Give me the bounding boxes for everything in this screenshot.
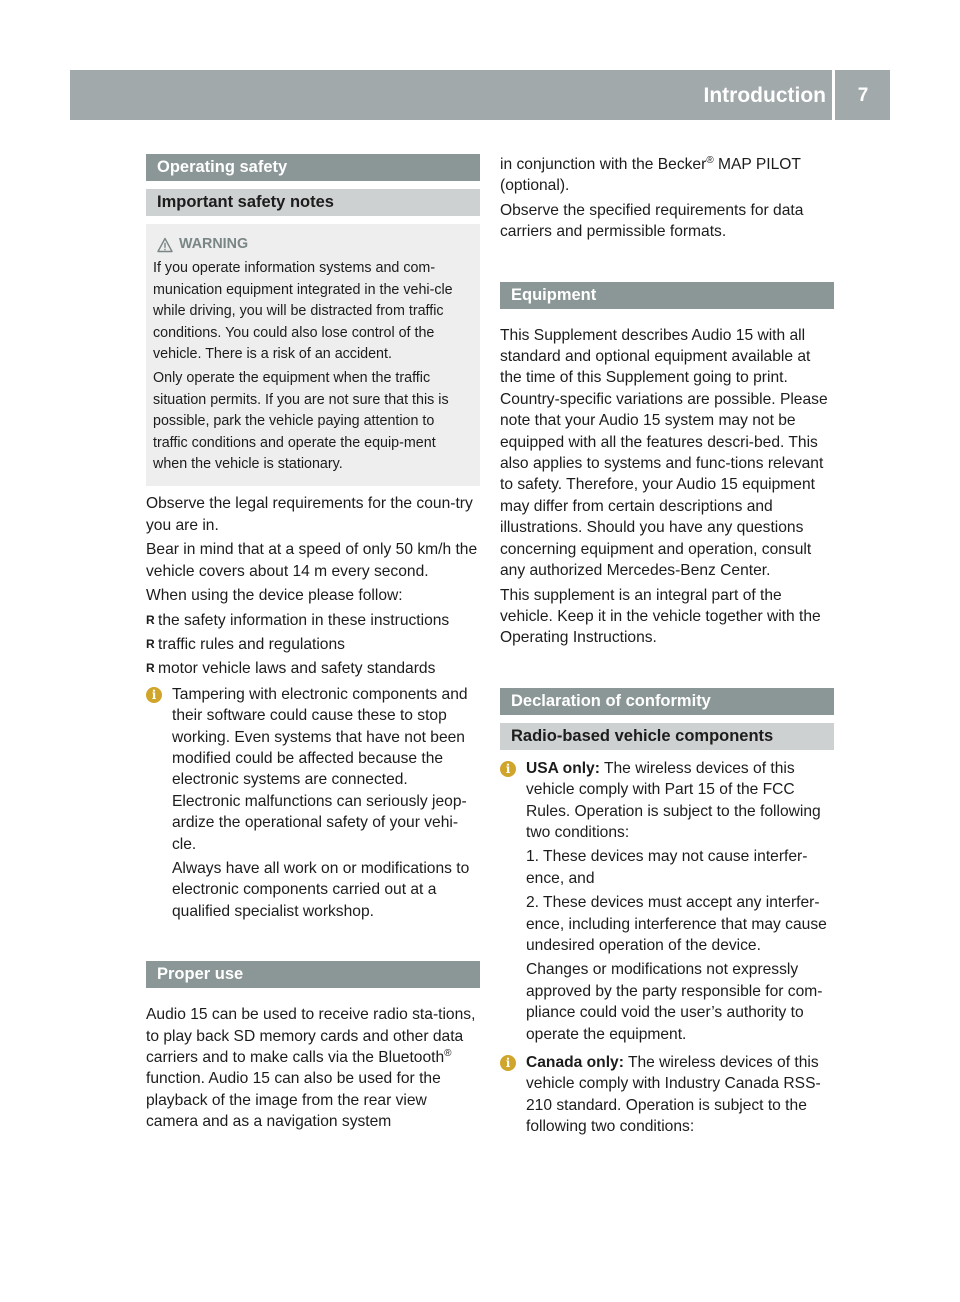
note-paragraph: Changes or modifications not expressly approved by the party responsible for com-pliance could void the user’s authority to operate the equipment. [526,961,823,1043]
list-item-text: traffic rules and regulations [158,635,345,653]
info-icon: i [500,761,516,777]
header-divider [832,70,835,120]
bullet-icon: R [146,612,155,627]
list-item-text: motor vehicle laws and safety standards [158,660,436,678]
body-paragraph: Bear in mind that at a speed of only 50 km/h the vehicle covers about 14 m every second. [146,541,478,580]
note-paragraph: 2. These devices must accept any interfer-ence, including interference that may cause undesired operation of the device. [526,894,827,954]
canada-text: The wireless devices of this vehicle comply with Industry Canada RSS-210 standard. Operation is subject to the following two conditions: [526,1054,821,1136]
subheading-important-safety-notes: Important safety notes [146,189,480,216]
registered-mark: ® [706,154,714,166]
warning-header [153,234,473,255]
section-heading-operating-safety: Operating safety [146,154,480,181]
page-number: 7 [857,85,869,106]
body-paragraph: This Supplement describes Audio 15 with all standard and optional equipment available at the time of this Supplement going to print. Country-specific variations are possible. Please note that your Audio 15 system may not be equipped with all the features descri-bed. This also applies to systems and func-tions relevant to safety. Therefore, your Audio 15 equipment may differ from certain descriptions and illustrations. Should you have any questions concerning equipment and operation, consult any authorized Mercedes-Benz Center. [500,326,828,580]
registered-mark: ® [444,1047,452,1059]
info-note-body [172,684,480,922]
body-paragraph [500,154,834,197]
right-column [500,154,834,1138]
info-note-body [526,1052,834,1138]
list-item-text: the safety information in these instructions [158,611,450,629]
body-paragraph: When using the device please follow: [146,587,403,605]
list-item [146,634,480,655]
section-heading-proper-use: Proper use [146,961,480,988]
body-paragraph: Observe the legal requirements for the coun-try you are in. [146,495,473,534]
info-note-canada [500,1052,834,1138]
note-paragraph [526,1052,834,1138]
usa-label: USA only: [526,759,600,777]
usa-text: The wireless devices of this vehicle comply with Part 15 of the FCC Rules. Operation is subject to the following two conditions: [526,759,821,841]
note-paragraph: Tampering with electronic components and their software could cause these to stop working. Even systems that have not been modified could be affected because the electronic systems are connected. Electronic malfunctions can seriously jeop-ardize the operational safety of your vehi-cle. [172,685,468,853]
warning-paragraph: Only operate the equipment when the traffic situation permits. If you are not sure that this is possible, park the vehicle paying attention to traffic conditions and operate the equip-ment when the vehicle is stationary. [153,370,449,473]
warning-label: WARNING [179,236,249,252]
list-item [146,610,480,631]
body-paragraph: This supplement is an integral part of the vehicle. Keep it in the vehicle together with the Operating Instructions. [500,586,821,647]
continuation-text: in conjunction with the Becker [500,156,707,173]
section-heading-equipment: Equipment [500,282,834,309]
list-item [146,658,480,679]
subheading-radio-components: Radio-based vehicle components [500,723,834,750]
bullet-icon: R [146,636,155,651]
proper-use-text: Audio 15 can be used to receive radio sta-tions, to play back SD memory cards and other data carriers and to make calls via the Bluetooth [146,1006,476,1066]
body-paragraph [146,1004,480,1132]
body-paragraph: Observe the specified requirements for data carriers and permissible formats. [500,201,804,241]
info-note-body [526,758,834,1045]
canada-label: Canada only: [526,1054,624,1071]
info-note-usa [500,758,834,1045]
note-paragraph: 1. These devices may not cause interfer-ence, and [526,848,808,887]
info-icon: i [146,687,162,703]
warning-paragraph: If you operate information systems and com-munication equipment integrated in the vehi-cle while driving, you will be distracted from traffic conditions. You could also lose control of the vehicle. There is a risk of an accident. [153,260,453,363]
section-heading-declaration: Declaration of conformity [500,688,834,715]
note-paragraph [526,758,834,844]
info-note [146,684,480,922]
proper-use-text: function. Audio 15 can also be used for the playback of the image from the rear view camera and as a navigation system [146,1070,441,1131]
warning-triangle-icon [157,237,173,253]
chapter-title: Introduction [703,84,826,107]
warning-box [146,224,480,486]
bullet-icon: R [146,661,155,676]
note-paragraph: Always have all work on or modifications to electronic components carried out at a qualified specialist workshop. [172,859,470,920]
continuation-text: MAP PILOT (optional). [500,156,801,195]
left-column [146,154,480,1133]
info-icon: i [500,1055,516,1071]
